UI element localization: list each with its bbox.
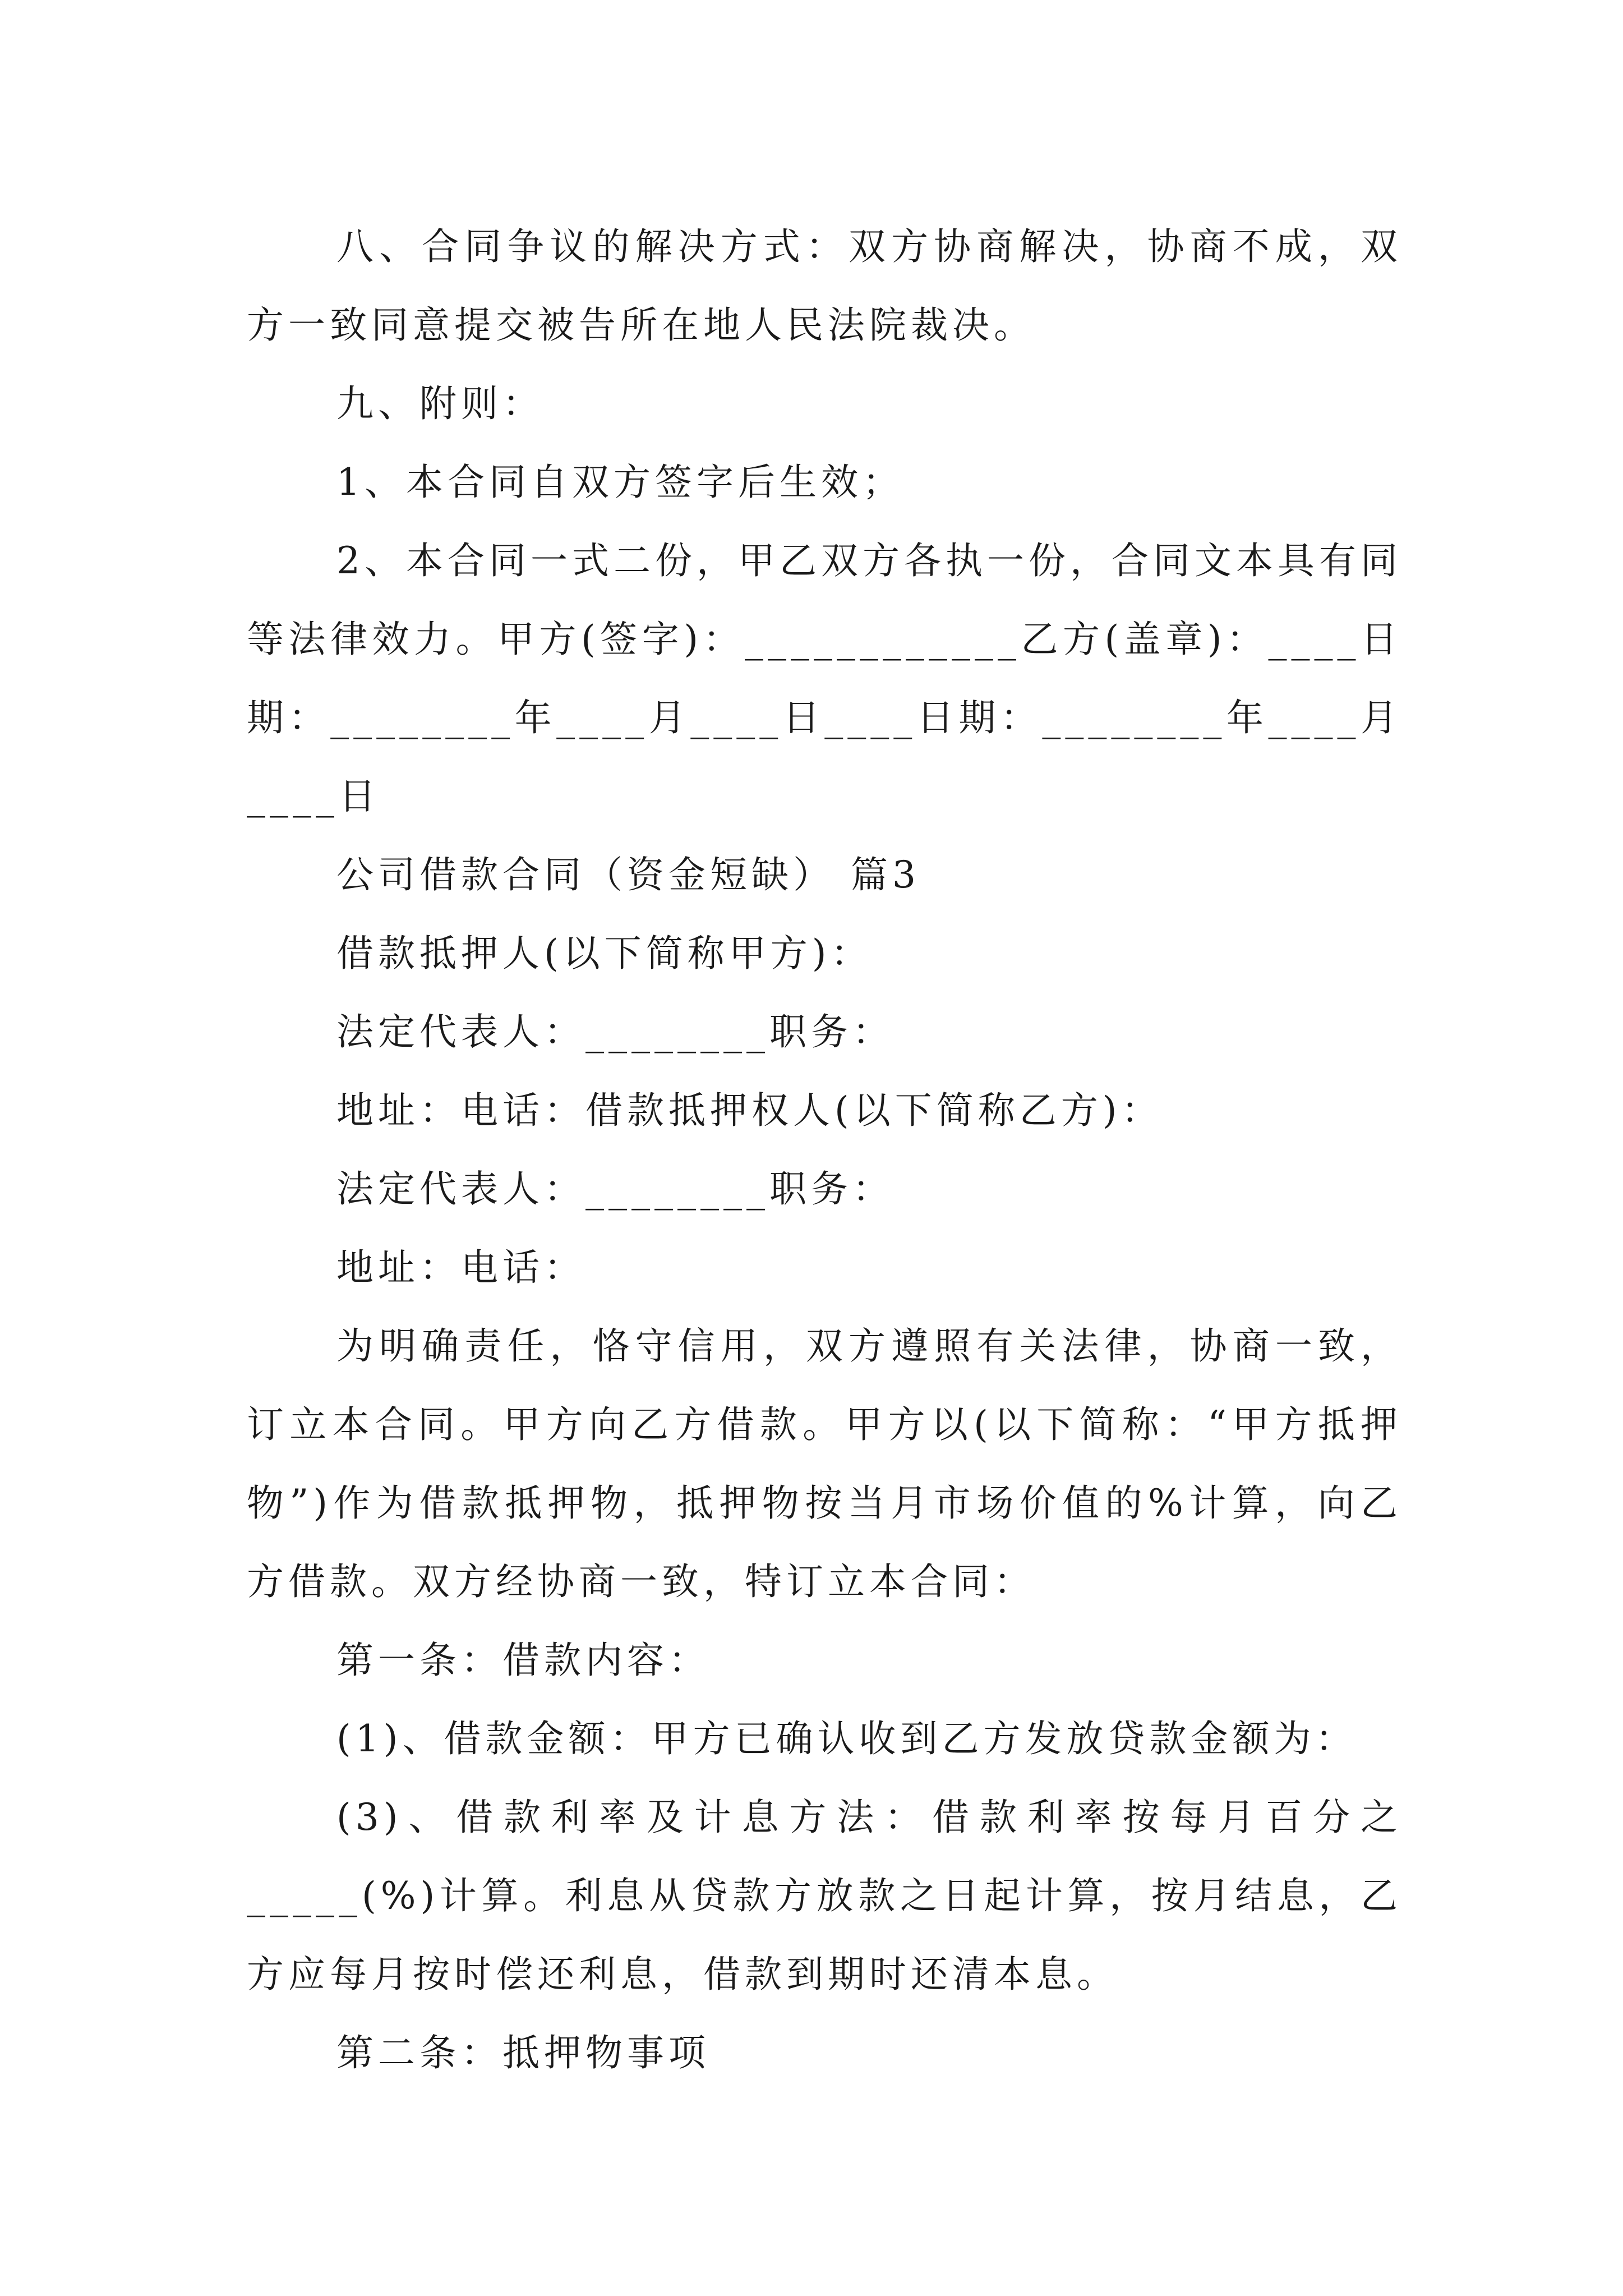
paragraph-copies-and-signatures: 2、本合同一式二份，甲乙双方各执一份，合同文本具有同等法律效力。甲方(签字)：____________乙方(盖章)：____日期：________年____月____日____日期：________年____月____日: [247, 539, 1402, 818]
section-title: 公司借款合同（资金短缺） 篇3: [336, 853, 920, 896]
paragraph-lender-address: 地址：电话：: [336, 1246, 585, 1289]
paragraph-supplementary-heading: 九、附则：: [336, 382, 544, 425]
paragraph-borrower-address-and-lender: 地址：电话：借款抵押权人(以下简称乙方)：: [336, 1089, 1163, 1132]
paragraph-lender-representative: 法定代表人：________职务：: [336, 1167, 894, 1211]
paragraph-interest-rate: (3)、借款利率及计息方法：借款利率按每月百分之_____(%)计算。利息从贷款方放款之日起计算，按月结息，乙方应每月按时偿还利息，借款到期时还清本息。: [247, 1796, 1402, 1996]
paragraph-borrower: 借款抵押人(以下简称甲方)：: [336, 932, 873, 975]
paragraph-preamble: 为明确责任，恪守信用，双方遵照有关法律，协商一致，订立本合同。甲方向乙方借款。甲方以(以下简称：“甲方抵押物”)作为借款抵押物，抵押物按当月市场价值的%计算，向乙方借款。双方经协商一致，特订立本合同：: [247, 1324, 1402, 1603]
paragraph-loan-amount: (1)、借款金额：甲方已确认收到乙方发放贷款金额为：: [336, 1717, 1357, 1760]
paragraph-borrower-representative: 法定代表人：________职务：: [336, 1010, 894, 1053]
paragraph-dispute-resolution: 八、合同争议的解决方式：双方协商解决，协商不成，双方一致同意提交被告所在地人民法院裁决。: [247, 225, 1402, 347]
article-one-heading: 第一条：借款内容：: [336, 1639, 710, 1682]
paragraph-effective-clause: 1、本合同自双方签字后生效；: [336, 461, 904, 504]
article-two-heading: 第二条：抵押物事项: [336, 2031, 710, 2074]
